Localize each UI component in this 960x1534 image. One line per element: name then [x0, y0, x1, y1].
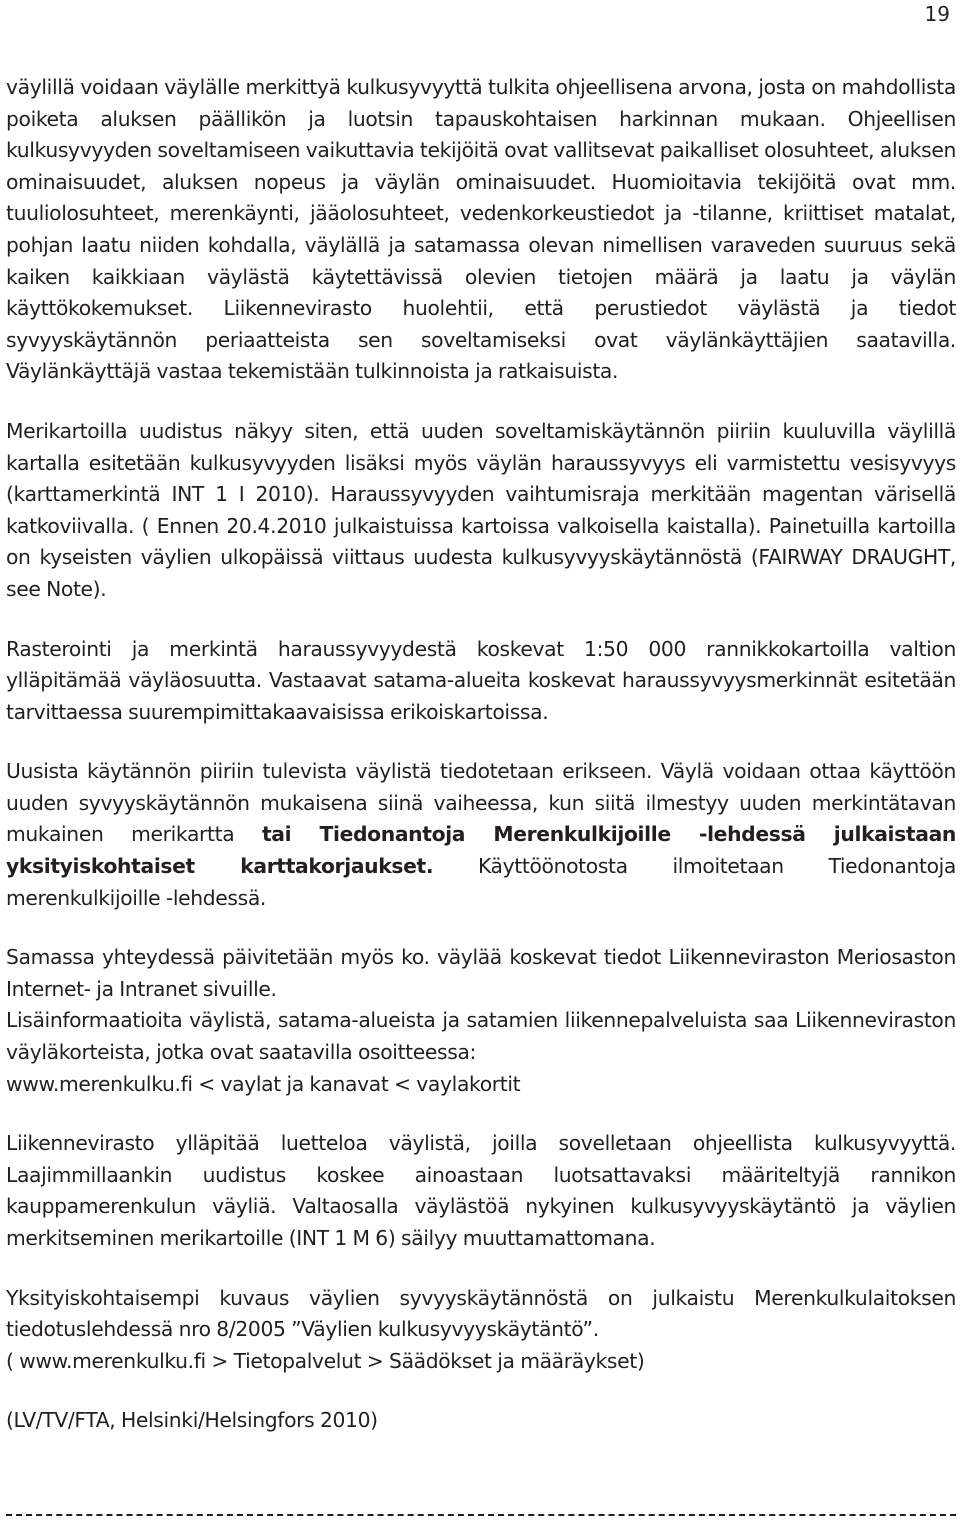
page-number: 19	[924, 2, 950, 26]
paragraph-rasterization: Rasterointi ja merkintä haraussyvyydestä koskevat 1:50 000 rannikkokartoilla valtion ylläpitämää väyläosuutta. Vastaavat satama-alueita koskevat haraussyvyysmerkinnät esitetään tarvittaessa suurempimittakaavaisissa erikoiskartoissa.	[6, 636, 956, 724]
notice-text-start: Uusista käytännön piiriin tulevista väylistä tiedotetaan erikseen. Väylä voidaan ottaa käyttöön uuden syvyyskäytännön mukaisena siinä vaiheessa, kun siitä ilmestyy uuden merkintätavan mukainen merikartta	[6, 759, 956, 847]
paragraph-detailed-description: Yksityiskohtaisempi kuvaus väylien syvyyskäytännöstä on julkaistu Merenkulkulaitoksen tiedotuslehdessä nro 8/2005 ”Väylien kulkusyvyyskäytäntö”.	[6, 1285, 956, 1342]
document-body	[6, 72, 956, 1437]
dashed-divider	[6, 1514, 956, 1516]
paragraph-additional-info: Lisäinformaatioita väylistä, satama-alueista ja satamien liikennepalveluista saa Liikenneviraston väyläkorteista, jotka ovat saatavilla osoitteessa:	[6, 1008, 956, 1065]
notice-text-bold: tai Tiedonantoja Merenkulkijoille -lehdessä julkaistaan yksityiskohtaiset karttakorjaukset.	[6, 822, 956, 879]
paragraph-nautical-charts-reform: Merikartoilla uudistus näkyy siten, että uuden soveltamiskäytännön piiriin kuuluvilla väylillä kartalla esitetään kulkusyvyyden lisäksi myös väylän haraussyvyys eli varmistettu vesisyvyys (karttamerkintä INT 1 I 2010). Haraussyvyyden vaihtumisraja merkitään magentan värisellä katkoviivalla. ( Ennen 20.4.2010 julkaistuissa kartoissa valkoisella kaistalla). Painetuilla kartoilla on kyseisten väylien ulkopäissä viittaus uudesta kulkusyvyyskäytännöstä (FAIRWAY DRAUGHT, see Note).	[6, 418, 956, 601]
paragraph-fairway-draught-interpretation: väylillä voidaan väylälle merkittyä kulkusyvyyttä tulkita ohjeellisena arvona, josta on mahdollista poiketa aluksen päällikön ja luotsin tapauskohtaisen harkinnan mukaan. Ohjeellisen kulkusyvyyden soveltamiseen vaikuttavia tekijöitä ovat vallitsevat paikalliset olosuhteet, aluksen ominaisuudet, aluksen nopeus ja väylän ominaisuudet. Huomioitavia tekijöitä ovat mm. tuuliolosuhteet, merenkäynti, jääolosuhteet, vedenkorkeustiedot ja -tilanne, kriittiset matalat, pohjan laatu niiden kohdalla, väylällä ja satamassa olevan nimellisen varaveden suuruus sekä kaiken kaikkiaan väylästä käytettävissä olevien tietojen määrä ja laatu ja väylän käyttökokemukset. Liikennevirasto huolehtii, että perustiedot väylästä ja tiedot syvyyskäytännön periaatteista sen soveltamiseksi ovat väylänkäyttäjien saatavilla. Väylänkäyttäjä vastaa tekemistään tulkinnoista ja ratkaisuista.	[6, 75, 956, 384]
source-signature: (LV/TV/FTA, Helsinki/Helsingfors 2010)	[6, 1408, 378, 1433]
fairway-cards-url: www.merenkulku.fi < vaylat ja kanavat < vaylakortit	[6, 1071, 521, 1096]
paragraph-new-fairways-notice	[6, 756, 956, 914]
regulations-url: ( www.merenkulku.fi > Tietopalvelut > Säädökset ja määräykset)	[6, 1348, 645, 1373]
notice-text-end: Käyttöönotosta ilmoitetaan Tiedonantoja merenkulkijoille -lehdessä.	[6, 854, 957, 910]
paragraph-website-update: Samassa yhteydessä päivitetään myös ko. väylää koskevat tiedot Liikenneviraston Meriosaston Internet- ja Intranet sivuille.	[6, 945, 956, 1001]
paragraph-fairway-list: Liikennevirasto ylläpitää luetteloa väylistä, joilla sovelletaan ohjeellista kulkusyvyyttä. Laajimmillaankin uudistus koskee ainoastaan luotsattavaksi määriteltyjä rannikon kauppamerenkulun väyliä. Valtaosalla väylästöä nykyinen kulkusyvyyskäytäntö ja väylien merkitseminen merikartoille (INT 1 M 6) säilyy muuttamattomana.	[6, 1131, 956, 1250]
